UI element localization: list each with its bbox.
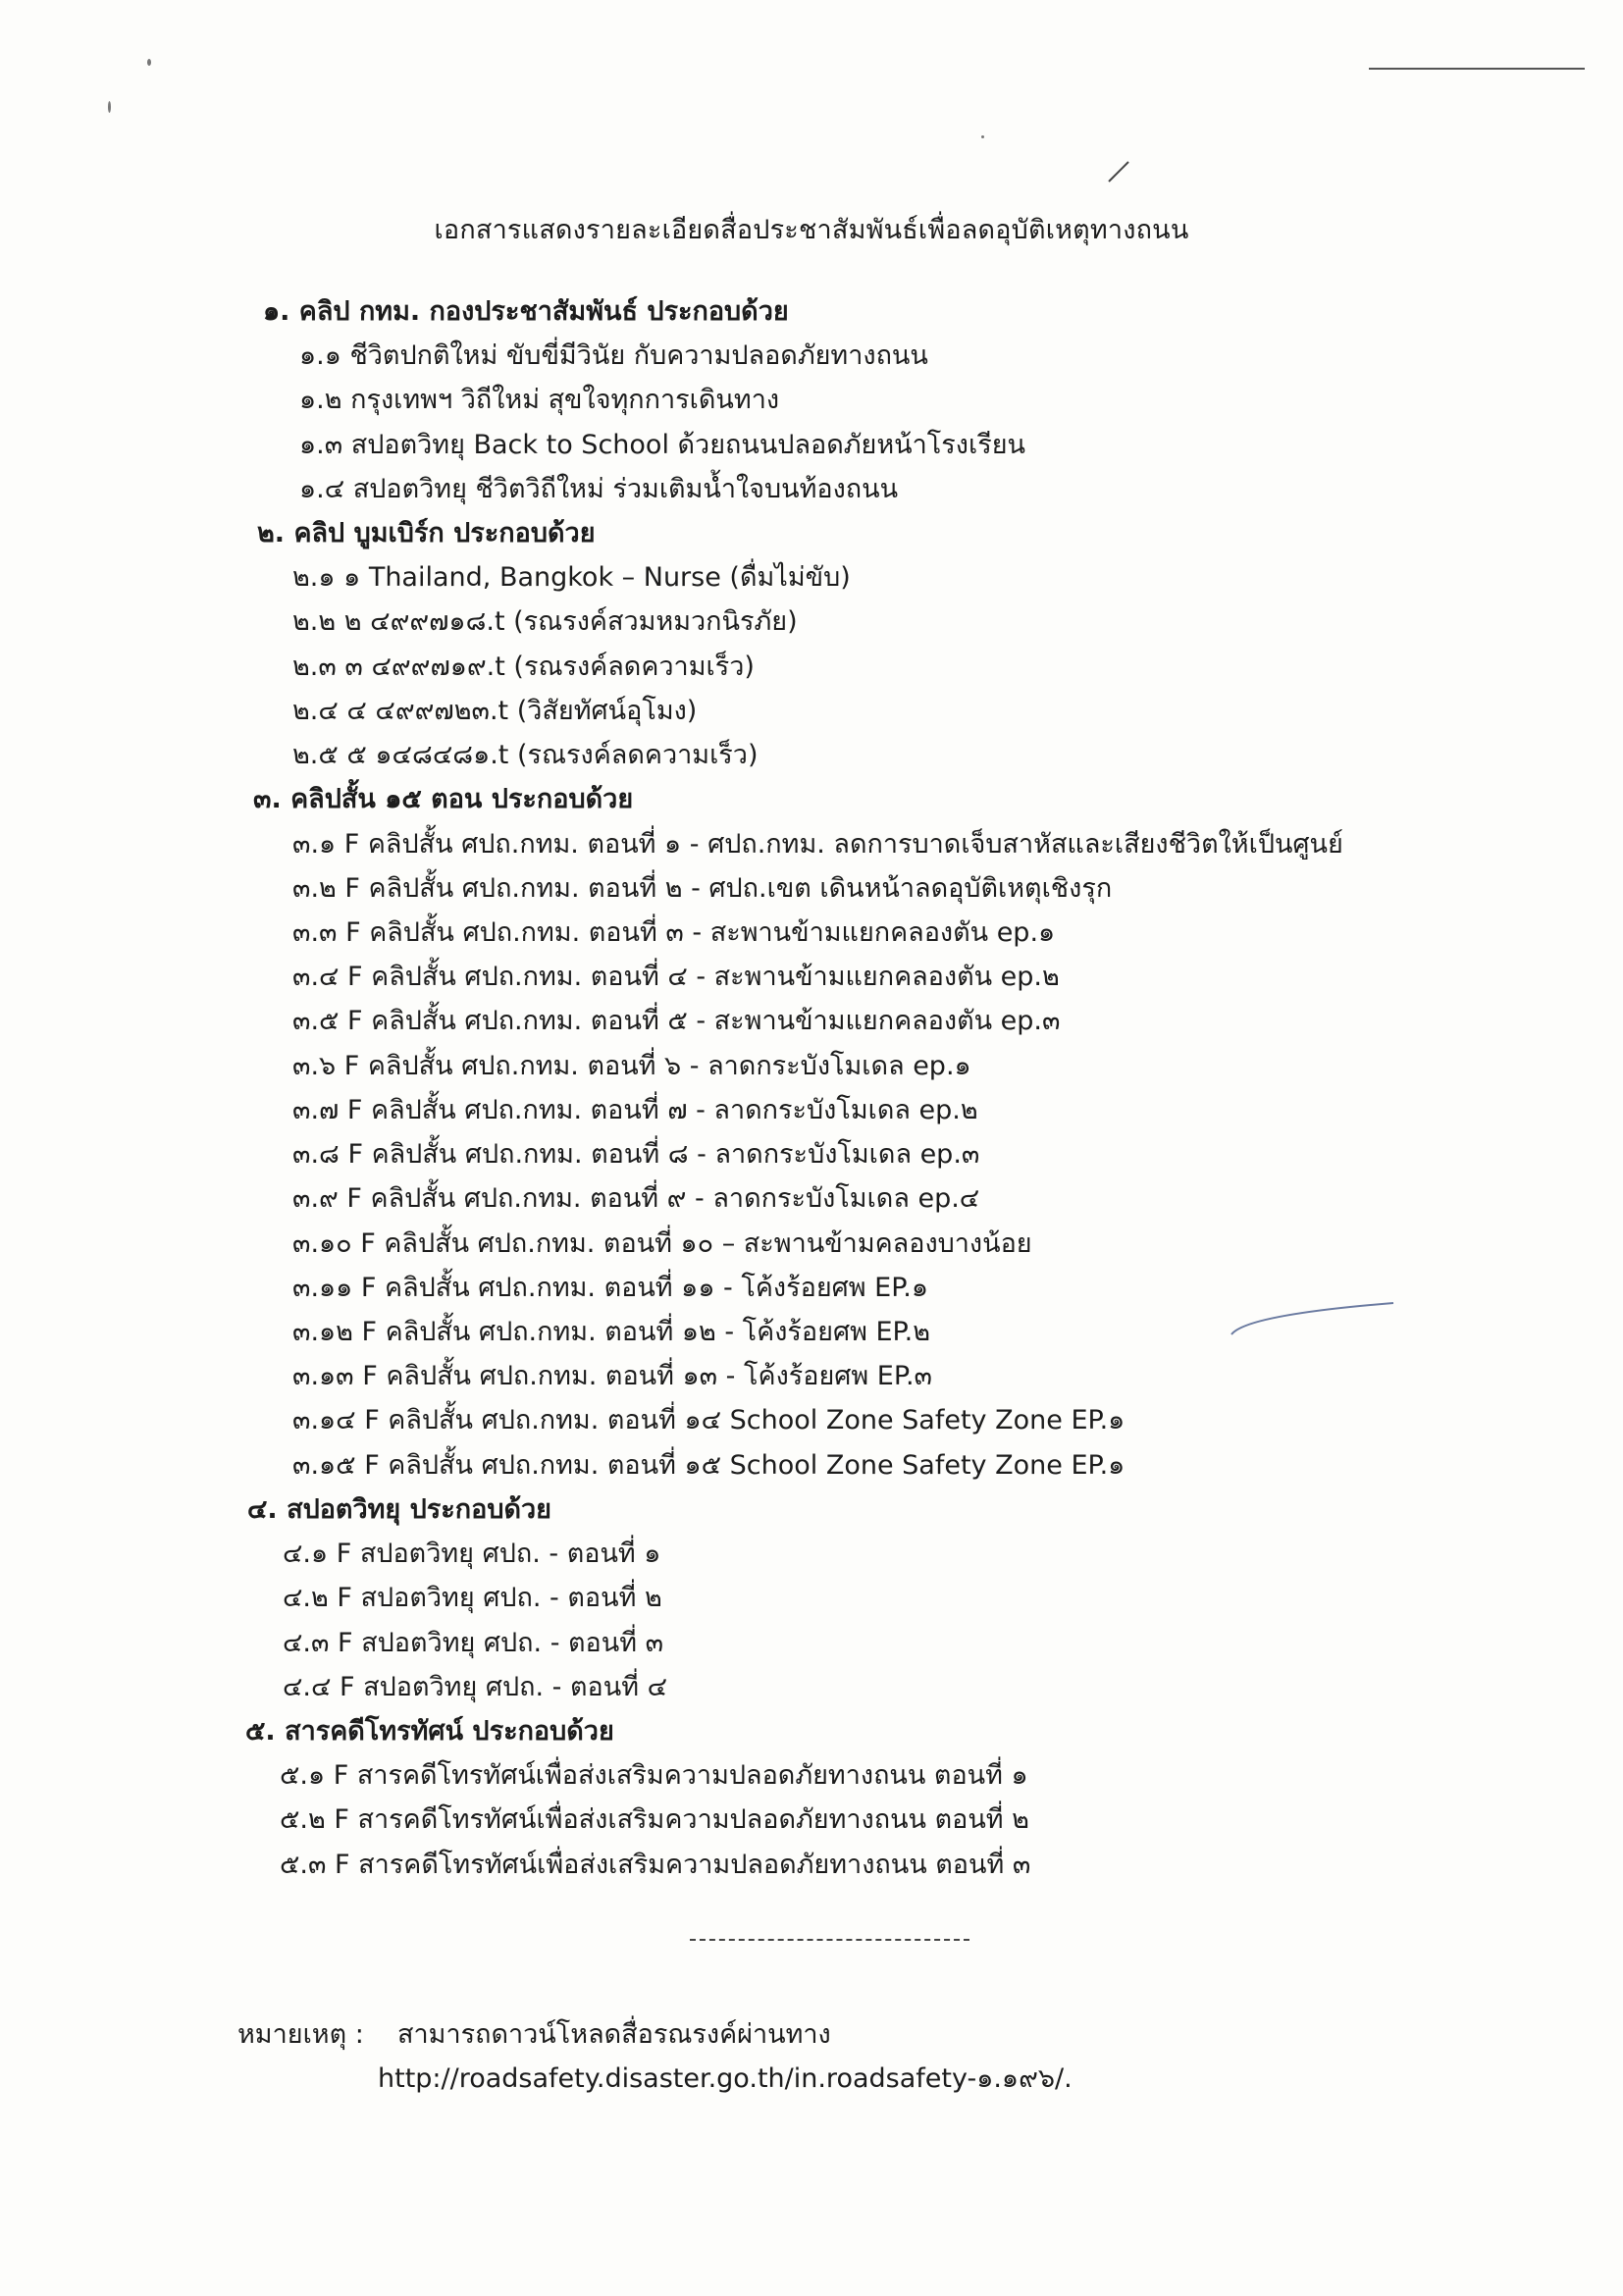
list-item: ๒.๓ ๓ ๔๙๙๗๑๙.t (รณรงค์ลดความเร็ว) (292, 652, 755, 682)
list-item: ๓.๘ F คลิปสั้น ศปถ.กทม. ตอนที่ ๘ - ลาดกระบังโมเดล ep.๓ (292, 1139, 980, 1170)
list-item: ๒.๒ ๒ ๔๙๙๗๑๘.t (รณรงค์สวมหมวกนิรภัย) (292, 606, 798, 637)
list-item: ๓.๑๐ F คลิปสั้น ศปถ.กทม. ตอนที่ ๑๐ – สะพานข้ามคลองบางน้อย (292, 1228, 1032, 1259)
list-item: ๑.๔ สปอตวิทยุ ชีวิตวิถีใหม่ ร่วมเติมน้ำใจบนท้องถนน (299, 474, 899, 504)
section-2-heading: ๒. คลิป บูมเบิร์ก ประกอบด้วย (257, 518, 596, 548)
note-label: หมายเหตุ : (237, 2019, 364, 2050)
list-item: ๓.๑๕ F คลิปสั้น ศปถ.กทม. ตอนที่ ๑๕ School Zone Safety Zone EP.๑ (292, 1450, 1126, 1481)
list-item: ๕.๑ F สารคดีโทรทัศน์เพื่อส่งเสริมความปลอดภัยทางถนน ตอนที่ ๑ (280, 1760, 1028, 1791)
list-item: ๓.๑๓ F คลิปสั้น ศปถ.กทม. ตอนที่ ๑๓ - โค้งร้อยศพ EP.๓ (292, 1361, 932, 1391)
list-item: ๓.๑๑ F คลิปสั้น ศปถ.กทม. ตอนที่ ๑๑ - โค้งร้อยศพ EP.๑ (292, 1273, 929, 1303)
list-item: ๑.๒ กรุงเทพฯ วิถีใหม่ สุขใจทุกการเดินทาง (299, 385, 780, 415)
list-item: ๓.๖ F คลิปสั้น ศปถ.กทม. ตอนที่ ๖ - ลาดกระบังโมเดล ep.๑ (292, 1051, 971, 1081)
list-item: ๓.๙ F คลิปสั้น ศปถ.กทม. ตอนที่ ๙ - ลาดกระบังโมเดล ep.๔ (292, 1183, 980, 1214)
list-item: ๔.๓ F สปอตวิทยุ ศปถ. - ตอนที่ ๓ (283, 1628, 664, 1658)
pen-mark (1099, 152, 1158, 191)
scan-mark-line (1369, 68, 1585, 70)
list-item: ๔.๔ F สปอตวิทยุ ศปถ. - ตอนที่ ๔ (283, 1672, 668, 1702)
list-item: ๔.๒ F สปอตวิทยุ ศปถ. - ตอนที่ ๒ (283, 1583, 662, 1613)
list-item: ๓.๑ F คลิปสั้น ศปถ.กทม. ตอนที่ ๑ - ศปถ.กทม. ลดการบาดเจ็บสาหัสและเสียงชีวิตให้เป็นศูนย์ (292, 829, 1343, 860)
list-item: ๓.๕ F คลิปสั้น ศปถ.กทม. ตอนที่ ๕ - สะพานข้ามแยกคลองตัน ep.๓ (292, 1006, 1061, 1036)
document-title: เอกสารแสดงรายละเอียดสื่อประชาสัมพันธ์เพื่อลดอุบัติเหตุทางถนน (434, 215, 1189, 245)
scan-speck (147, 59, 151, 66)
list-item: ๒.๕ ๕ ๑๔๘๔๘๑.t (รณรงค์ลดความเร็ว) (292, 740, 759, 770)
section-divider (690, 1939, 969, 1941)
list-item: ๕.๒ F สารคดีโทรทัศน์เพื่อส่งเสริมความปลอดภัยทางถนน ตอนที่ ๒ (280, 1804, 1029, 1835)
list-item: ๑.๓ สปอตวิทยุ Back to School ด้วยถนนปลอดภัยหน้าโรงเรียน (299, 430, 1025, 460)
download-link[interactable]: http://roadsafety.disaster.go.th/in.roadsafety-๑.๑๙๖/. (378, 2063, 1073, 2094)
list-item: ๑.๑ ชีวิตปกติใหม่ ขับขี่มีวินัย กับความปลอดภัยทางถนน (299, 340, 928, 371)
list-item: ๓.๑๔ F คลิปสั้น ศปถ.กทม. ตอนที่ ๑๔ School Zone Safety Zone EP.๑ (292, 1405, 1126, 1435)
list-item: ๓.๒ F คลิปสั้น ศปถ.กทม. ตอนที่ ๒ - ศปถ.เขต เดินหน้าลดอุบัติเหตุเชิงรุก (292, 873, 1113, 904)
list-item: ๒.๔ ๔ ๔๙๙๗๒๓.t (วิสัยทัศน์อุโมง) (292, 696, 698, 726)
scan-speck (108, 101, 111, 113)
list-item: ๓.๗ F คลิปสั้น ศปถ.กทม. ตอนที่ ๗ - ลาดกระบังโมเดล ep.๒ (292, 1095, 978, 1125)
list-item: ๓.๔ F คลิปสั้น ศปถ.กทม. ตอนที่ ๔ - สะพานข้ามแยกคลองตัน ep.๒ (292, 962, 1060, 992)
list-item: ๓.๓ F คลิปสั้น ศปถ.กทม. ตอนที่ ๓ - สะพานข้ามแยกคลองตัน ep.๑ (292, 917, 1056, 948)
section-4-heading: ๔. สปอตวิทยุ ประกอบด้วย (247, 1494, 551, 1525)
list-item: ๕.๓ F สารคดีโทรทัศน์เพื่อส่งเสริมความปลอดภัยทางถนน ตอนที่ ๓ (280, 1850, 1031, 1880)
list-item: ๓.๑๒ F คลิปสั้น ศปถ.กทม. ตอนที่ ๑๒ - โค้งร้อยศพ EP.๒ (292, 1317, 931, 1347)
scan-speck (981, 135, 984, 138)
note-text: สามารถดาวน์โหลดสื่อรณรงค์ผ่านทาง (397, 2019, 831, 2050)
pen-mark (1227, 1295, 1403, 1344)
list-item: ๒.๑ ๑ Thailand, Bangkok – Nurse (ดื่มไม่ขับ) (292, 562, 851, 593)
list-item: ๔.๑ F สปอตวิทยุ ศปถ. - ตอนที่ ๑ (283, 1539, 661, 1569)
section-3-heading: ๓. คลิปสั้น ๑๕ ตอน ประกอบด้วย (253, 784, 634, 814)
section-5-heading: ๕. สารคดีโทรทัศน์ ประกอบด้วย (245, 1716, 614, 1747)
section-1-heading: ๑. คลิป กทม. กองประชาสัมพันธ์ ประกอบด้วย (263, 296, 789, 327)
